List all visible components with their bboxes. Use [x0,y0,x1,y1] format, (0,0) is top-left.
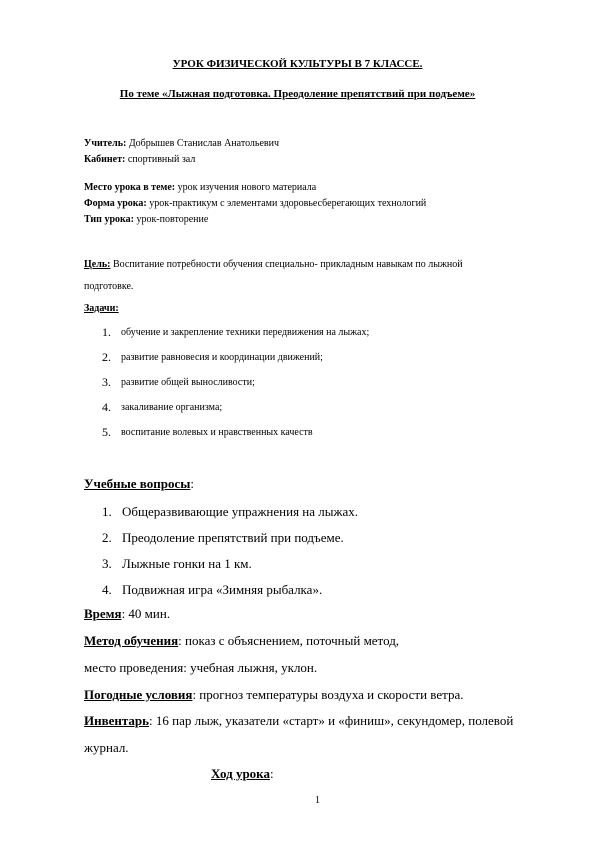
form-label: Форма урока: [84,198,147,209]
type-value: урок-повторение [133,214,209,225]
question-text: Преодоление препятствий при подъеме. [122,530,344,545]
weather-label: Погодные условия [84,687,193,702]
type-line [84,214,208,226]
time-value: : 40 мин. [121,606,171,621]
room-line [84,154,195,166]
question-text: Подвижная игра «Зимняя рыбалка». [122,582,323,597]
method-line [84,634,399,649]
task-text: развитие общей выносливости; [121,377,255,388]
goal-text-1: Воспитание потребности обучения специально- прикладным навыкам по лыжной [110,259,463,270]
progress-heading [211,767,274,782]
progress-heading-colon: : [269,766,274,781]
form-line [84,198,426,210]
place-value: урок изучения нового материала [175,182,317,193]
questions-heading [84,477,194,492]
progress-heading-label: Ход урока [211,766,270,781]
method-line-2: место проведения: учебная лыжня, уклон. [84,660,318,675]
method-label: Метод обучения [84,633,179,648]
task-number: 3. [102,375,111,389]
weather-line [84,688,463,703]
teacher-line [84,138,279,150]
goal-line-1 [84,259,463,271]
page-number: 1 [315,795,320,806]
task-text: воспитание волевых и нравственных качеств [121,427,313,438]
method-value: : показ с объяснением, поточный метод, [178,633,400,648]
question-text: Лыжные гонки на 1 км. [122,556,252,571]
question-text: Общеразвивающие упражнения на лыжах. [122,504,358,519]
teacher-value: Добрышев Станислав Анатольевич [126,138,280,149]
place-label: Место урока в теме: [84,182,176,193]
goal-line-2: подготовке. [84,281,134,292]
questions-heading-label: Учебные вопросы [84,476,191,491]
inventory-label: Инвентарь [84,713,150,728]
task-number: 1. [102,325,111,339]
page-title: УРОК ФИЗИЧЕСКОЙ КУЛЬТУРЫ В 7 КЛАССЕ. [172,58,423,70]
time-line [84,607,170,622]
questions-heading-colon: : [190,476,194,491]
goal-label: Цель: [84,259,111,270]
weather-value: : прогноз температуры воздуха и скорости ветра. [192,687,464,702]
question-number: 1. [102,504,112,519]
type-label: Тип урока: [84,214,134,225]
task-text: обучение и закрепление техники передвижения на лыжах; [121,327,370,338]
question-number: 3. [102,556,112,571]
task-number: 4. [102,400,111,414]
tasks-heading: Задачи: [84,303,119,314]
task-number: 2. [102,350,111,364]
room-label: Кабинет: [84,154,126,165]
inventory-value: : 16 пар лыж, указатели «старт» и «финиш», секундомер, полевой [149,713,514,728]
inventory-line [84,714,513,729]
inventory-line-2: журнал. [84,740,129,755]
task-text: закаливание организма; [121,402,223,413]
form-value: урок-практикум с элементами здоровьесберегающих технологий [146,198,427,209]
time-label: Время [84,606,122,621]
teacher-label: Учитель: [84,138,127,149]
room-value: спортивный зал [125,154,196,165]
task-number: 5. [102,425,111,439]
question-number: 2. [102,530,112,545]
task-text: развитие равновесия и координации движений; [121,352,323,363]
page-subtitle: По теме «Лыжная подготовка. Преодоление препятствий при подъеме» [119,88,476,100]
question-number: 4. [102,582,112,597]
place-line [84,182,316,194]
